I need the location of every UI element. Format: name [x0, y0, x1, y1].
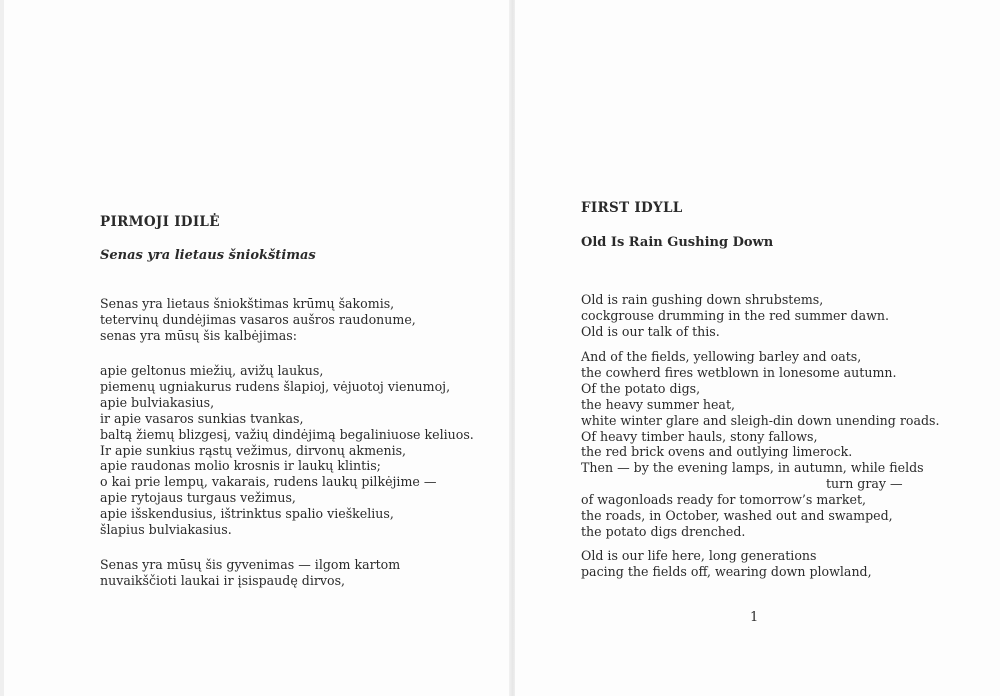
- verse-line: of wagonloads ready for tomorrow’s market,: [581, 492, 867, 508]
- verse-line: apie bulviakasius,: [100, 394, 215, 410]
- poem-title-english: FIRST IDYLL: [581, 200, 683, 216]
- verse-line: Then — by the evening lamps, in autumn, while fields: [581, 460, 924, 476]
- verse-line: šlapius bulviakasius.: [100, 522, 232, 538]
- stanza-3: [581, 548, 872, 580]
- verse-line: the potato digs drenched.: [581, 523, 746, 539]
- page-edge: [0, 0, 4, 696]
- verse-line: Of heavy timber hauls, stony fallows,: [581, 428, 818, 444]
- poem-subtitle-lithuanian: Senas yra lietaus šniokštimas: [100, 248, 316, 263]
- verse-line: apie išskendusius, ištrinktus spalio vieškelius,: [100, 506, 394, 522]
- verse-line-continuation: turn gray —: [826, 476, 903, 492]
- verse-line: senas yra mūsų šis kalbėjimas:: [100, 327, 298, 343]
- verse-line: apie geltonus miežių, avižų laukus,: [100, 363, 324, 378]
- poem-title-lithuanian: PIRMOJI IDILĖ: [100, 214, 220, 230]
- stanza-2: [100, 363, 474, 538]
- right-page: [515, 0, 1000, 696]
- verse-line: o kai prie lempų, vakarais, rudens laukų pilkėjime —: [100, 474, 437, 490]
- verse-line: Of the potato digs,: [581, 380, 701, 396]
- verse-line: ir apie vasaros sunkias tvankas,: [100, 410, 304, 426]
- verse-line: tetervinų dundėjimas vasaros aušros raudonume,: [100, 311, 416, 327]
- verse-line: And of the fields, yellowing barley and oats,: [581, 349, 862, 364]
- poem-subtitle-english: Old Is Rain Gushing Down: [581, 235, 774, 250]
- verse-line: Old is rain gushing down shrubstems,: [581, 292, 824, 307]
- page-number: 1: [750, 610, 759, 625]
- verse-line: baltą žiemų blizgesį, važių dindėjimą begaliniuose keliuos.: [100, 426, 474, 442]
- stanza-1: [100, 296, 416, 344]
- verse-line: pacing the fields off, wearing down plowland,: [581, 563, 872, 579]
- stanza-1: [581, 292, 889, 340]
- verse-line: Old is our life here, long generations: [581, 548, 817, 563]
- verse-line: nuvaikščioti laukai ir įsispaudę dirvos,: [100, 572, 346, 588]
- verse-line: the roads, in October, washed out and swamped,: [581, 508, 893, 524]
- verse-line: apie rytojaus turgaus vežimus,: [100, 490, 296, 506]
- verse-line: the red brick ovens and outlying limerock.: [581, 444, 853, 460]
- verse-line: Senas yra mūsų šis gyvenimas — ilgom kartom: [100, 557, 401, 572]
- verse-line: Ir apie sunkius rąstų vežimus, dirvonų akmenis,: [100, 442, 407, 458]
- verse-line: Old is our talk of this.: [581, 323, 720, 339]
- verse-line: apie raudonas molio krosnis ir laukų klintis;: [100, 458, 381, 474]
- verse-line: cockgrouse drumming in the red summer dawn.: [581, 307, 889, 323]
- verse-line: the heavy summer heat,: [581, 396, 736, 412]
- verse-line: piemenų ugniakurus rudens šlapioj, vėjuotoj vienumoj,: [100, 378, 451, 394]
- verse-line: white winter glare and sleigh-din down unending roads.: [581, 412, 940, 428]
- stanza-3: [100, 557, 400, 589]
- verse-line: the cowherd fires wetblown in lonesome autumn.: [581, 364, 897, 380]
- verse-line: Senas yra lietaus šniokštimas krūmų šakomis,: [100, 296, 395, 311]
- stanza-2: [581, 349, 939, 540]
